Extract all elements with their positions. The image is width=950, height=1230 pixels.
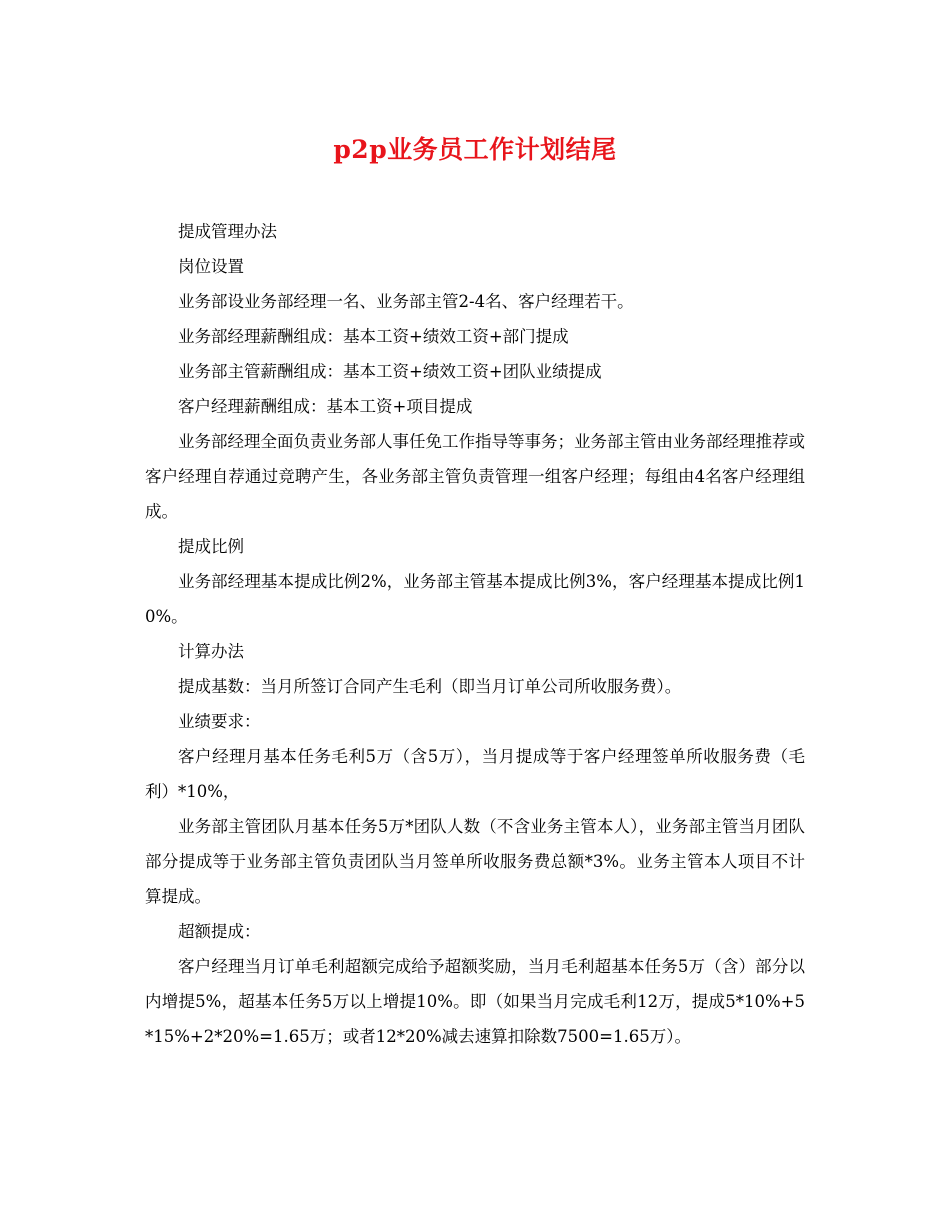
heading-excess-commission: 超额提成： [178, 922, 261, 941]
paragraph-account-manager-target: 客户经理月基本任务毛利5万（含5万），当月提成等于客户经理签单所收服务费（毛利）*10%， [145, 747, 805, 801]
heading-commission-rules: 提成管理办法 [178, 222, 277, 241]
heading-performance-requirements: 业绩要求： [178, 712, 261, 731]
paragraph-manager-pay: 业务部经理薪酬组成：基本工资+绩效工资+部门提成 [178, 327, 569, 346]
paragraph-staffing: 业务部设业务部经理一名、业务部主管2-4名、客户经理若干。 [178, 292, 634, 311]
paragraph-responsibilities: 业务部经理全面负责业务部人事任免工作指导等事务；业务部主管由业务部经理推荐或客户经理自荐通过竞聘产生，各业务部主管负责管理一组客户经理；每组由4名客户经理组成。 [145, 432, 805, 521]
heading-positions: 岗位设置 [178, 257, 244, 276]
paragraph-account-manager-pay: 客户经理薪酬组成：基本工资+项目提成 [178, 397, 473, 416]
paragraph-excess-commission: 客户经理当月订单毛利超额完成给予超额奖励，当月毛利超基本任务5万（含）部分以内增提5%，超基本任务5万以上增提10%。即（如果当月完成毛利12万，提成5*10%+5*15%+2*20%=1.65万；或者12*20%减去速算扣除数7500=1.65万）。 [145, 957, 805, 1046]
document-page [145, 130, 805, 1054]
heading-calculation: 计算办法 [178, 642, 244, 661]
document-title: p2p业务员工作计划结尾 [333, 135, 617, 164]
paragraph-commission-ratio: 业务部经理基本提成比例2%，业务部主管基本提成比例3%，客户经理基本提成比例10%。 [145, 572, 805, 626]
paragraph-commission-base: 提成基数：当月所签订合同产生毛利（即当月订单公司所收服务费）。 [178, 677, 682, 696]
paragraph-supervisor-target: 业务部主管团队月基本任务5万*团队人数（不含业务主管本人），业务部主管当月团队部分提成等于业务部主管负责团队当月签单所收服务费总额*3%。业务主管本人项目不计算提成。 [145, 817, 805, 906]
paragraph-supervisor-pay: 业务部主管薪酬组成：基本工资+绩效工资+团队业绩提成 [178, 362, 602, 381]
heading-commission-ratio: 提成比例 [178, 537, 244, 556]
